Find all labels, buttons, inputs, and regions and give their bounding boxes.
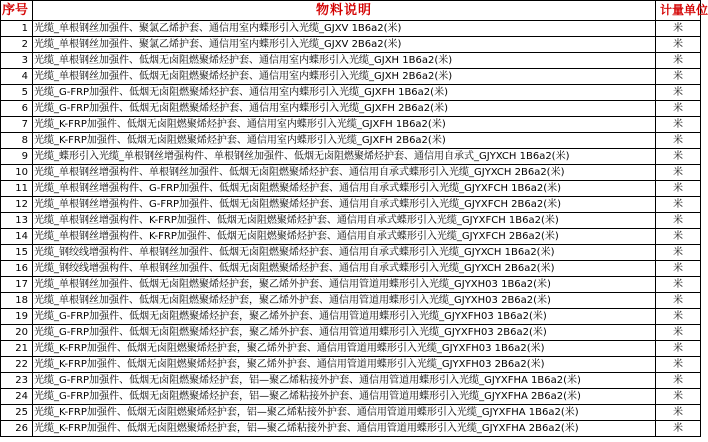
row-number-cell[interactable]: 6 [1, 101, 33, 117]
row-description-cell[interactable]: 光缆_K-FRP加强件、低烟无卤阻燃聚烯烃护套、通信用室内蝶形引入光缆_GJXFH 2B6a2(米) [33, 133, 656, 149]
row-description-cell[interactable]: 光缆_蝶形引入光缆_单根钢丝增强构件、单根钢丝加强件、低烟无卤阻燃聚烯烃护套、通信用自承式_GJYXCH 1B6a2(米) [33, 149, 656, 165]
row-number-cell[interactable]: 2 [1, 37, 33, 53]
row-unit-cell[interactable]: 米 [656, 293, 701, 309]
row-description-cell[interactable]: 光缆_G-FRP加强件、低烟无卤阻燃聚烯烃护套，铝—聚乙烯粘接外护套、通信用管道用蝶形引入光缆_GJYXFHA 1B6a2(米) [33, 373, 656, 389]
row-unit-cell[interactable]: 米 [656, 405, 701, 421]
header-unit[interactable]: 计量单位 [656, 1, 701, 21]
row-unit-cell[interactable]: 米 [656, 357, 701, 373]
table-row [1, 389, 701, 405]
row-unit-cell[interactable]: 米 [656, 101, 701, 117]
row-number-cell[interactable]: 14 [1, 229, 33, 245]
row-unit-cell[interactable]: 米 [656, 245, 701, 261]
table-row [1, 117, 701, 133]
table-row [1, 213, 701, 229]
row-description-cell[interactable]: 光缆_单根钢丝加强件、低烟无卤阻燃聚烯烃护套、通信用室内蝶形引入光缆_GJXH 1B6a2(米) [33, 53, 656, 69]
row-unit-cell[interactable]: 米 [656, 149, 701, 165]
table-row [1, 325, 701, 341]
header-description[interactable]: 物料说明 [33, 1, 656, 21]
table-row [1, 261, 701, 277]
row-number-cell[interactable]: 20 [1, 325, 33, 341]
row-unit-cell[interactable]: 米 [656, 85, 701, 101]
row-description-cell[interactable]: 光缆_K-FRP加强件、低烟无卤阻燃聚烯烃护套、通信用室内蝶形引入光缆_GJXFH 1B6a2(米) [33, 117, 656, 133]
table-row [1, 37, 701, 53]
row-number-cell[interactable]: 26 [1, 421, 33, 437]
row-unit-cell[interactable]: 米 [656, 21, 701, 37]
row-description-cell[interactable]: 光缆_单根钢丝加强件、低烟无卤阻燃聚烯烃护套，聚乙烯外护套、通信用管道用蝶形引入光缆_GJYXH03 2B6a2(米) [33, 293, 656, 309]
row-description-cell[interactable]: 光缆_K-FRP加强件、低烟无卤阻燃聚烯烃护套，聚乙烯外护套、通信用管道用蝶形引入光缆_GJYXFH03 2B6a2(米) [33, 357, 656, 373]
row-unit-cell[interactable]: 米 [656, 165, 701, 181]
row-number-cell[interactable]: 10 [1, 165, 33, 181]
row-description-cell[interactable]: 光缆_单根钢丝加强件、聚氯乙烯护套、通信用室内蝶形引入光缆_GJXV 2B6a2(米) [33, 37, 656, 53]
row-unit-cell[interactable]: 米 [656, 69, 701, 85]
row-description-cell[interactable]: 光缆_钢绞线增强构件、单根钢丝加强件、低烟无卤阻燃聚烯烃护套、通信用自承式蝶形引入光缆_GJYXCH 2B6a2(米) [33, 261, 656, 277]
row-number-cell[interactable]: 22 [1, 357, 33, 373]
table-row [1, 357, 701, 373]
row-number-cell[interactable]: 21 [1, 341, 33, 357]
row-unit-cell[interactable]: 米 [656, 197, 701, 213]
table-row [1, 373, 701, 389]
row-description-cell[interactable]: 光缆_单根钢丝增强构件、G-FRP加强件、低烟无卤阻燃聚烯烃护套、通信用自承式蝶形引入光缆_GJYXFCH 1B6a2(米) [33, 181, 656, 197]
row-description-cell[interactable]: 光缆_G-FRP加强件、低烟无卤阻燃聚烯烃护套，铝—聚乙烯粘接外护套、通信用管道用蝶形引入光缆_GJYXFHA 2B6a2(米) [33, 389, 656, 405]
table-row [1, 133, 701, 149]
row-number-cell[interactable]: 9 [1, 149, 33, 165]
row-description-cell[interactable]: 光缆_单根钢丝增强构件、K-FRP加强件、低烟无卤阻燃聚烯烃护套、通信用自承式蝶形引入光缆_GJYXFCH 2B6a2(米) [33, 229, 656, 245]
table-row [1, 309, 701, 325]
row-unit-cell[interactable]: 米 [656, 133, 701, 149]
header-no[interactable]: 序号 [1, 1, 33, 21]
row-number-cell[interactable]: 23 [1, 373, 33, 389]
row-description-cell[interactable]: 光缆_G-FRP加强件、低烟无卤阻燃聚烯烃护套，聚乙烯外护套、通信用管道用蝶形引入光缆_GJYXFH03 2B6a2(米) [33, 325, 656, 341]
row-description-cell[interactable]: 光缆_K-FRP加强件、低烟无卤阻燃聚烯烃护套，聚乙烯外护套、通信用管道用蝶形引入光缆_GJYXFH03 1B6a2(米) [33, 341, 656, 357]
row-number-cell[interactable]: 25 [1, 405, 33, 421]
row-number-cell[interactable]: 1 [1, 21, 33, 37]
row-description-cell[interactable]: 光缆_钢绞线增强构件、单根钢丝加强件、低烟无卤阻燃聚烯烃护套、通信用自承式蝶形引入光缆_GJYXCH 1B6a2(米) [33, 245, 656, 261]
row-unit-cell[interactable]: 米 [656, 309, 701, 325]
table-row [1, 421, 701, 437]
row-description-cell[interactable]: 光缆_K-FRP加强件、低烟无卤阻燃聚烯烃护套，铝—聚乙烯粘接外护套、通信用管道用蝶形引入光缆_GJYXFHA 1B6a2(米) [33, 405, 656, 421]
table-row [1, 149, 701, 165]
row-number-cell[interactable]: 18 [1, 293, 33, 309]
row-unit-cell[interactable]: 米 [656, 229, 701, 245]
row-number-cell[interactable]: 17 [1, 277, 33, 293]
table-row [1, 85, 701, 101]
row-number-cell[interactable]: 8 [1, 133, 33, 149]
row-unit-cell[interactable]: 米 [656, 117, 701, 133]
table-row [1, 21, 701, 37]
table-row [1, 53, 701, 69]
row-number-cell[interactable]: 12 [1, 197, 33, 213]
row-unit-cell[interactable]: 米 [656, 389, 701, 405]
row-description-cell[interactable]: 光缆_单根钢丝增强构件、K-FRP加强件、低烟无卤阻燃聚烯烃护套、通信用自承式蝶形引入光缆_GJYXFCH 1B6a2(米) [33, 213, 656, 229]
row-unit-cell[interactable]: 米 [656, 341, 701, 357]
table-row [1, 101, 701, 117]
row-description-cell[interactable]: 光缆_G-FRP加强件、低烟无卤阻燃聚烯烃护套，聚乙烯外护套、通信用管道用蝶形引入光缆_GJYXFH03 1B6a2(米) [33, 309, 656, 325]
row-description-cell[interactable]: 光缆_单根钢丝加强件、低烟无卤阻燃聚烯烃护套、通信用室内蝶形引入光缆_GJXH 2B6a2(米) [33, 69, 656, 85]
table-row [1, 165, 701, 181]
row-number-cell[interactable]: 4 [1, 69, 33, 85]
row-unit-cell[interactable]: 米 [656, 261, 701, 277]
table-row [1, 405, 701, 421]
row-number-cell[interactable]: 16 [1, 261, 33, 277]
row-description-cell[interactable]: 光缆_K-FRP加强件、低烟无卤阻燃聚烯烃护套，铝—聚乙烯粘接外护套、通信用管道用蝶形引入光缆_GJYXFHA 2B6a2(米) [33, 421, 656, 437]
row-unit-cell[interactable]: 米 [656, 53, 701, 69]
row-number-cell[interactable]: 3 [1, 53, 33, 69]
row-description-cell[interactable]: 光缆_单根钢丝加强件、聚氯乙烯护套、通信用室内蝶形引入光缆_GJXV 1B6a2(米) [33, 21, 656, 37]
row-unit-cell[interactable]: 米 [656, 213, 701, 229]
row-number-cell[interactable]: 11 [1, 181, 33, 197]
row-description-cell[interactable]: 光缆_G-FRP加强件、低烟无卤阻燃聚烯烃护套、通信用室内蝶形引入光缆_GJXFH 1B6a2(米) [33, 85, 656, 101]
row-unit-cell[interactable]: 米 [656, 373, 701, 389]
row-number-cell[interactable]: 15 [1, 245, 33, 261]
row-unit-cell[interactable]: 米 [656, 277, 701, 293]
table-row [1, 277, 701, 293]
table-row [1, 181, 701, 197]
table-row [1, 341, 701, 357]
row-unit-cell[interactable]: 米 [656, 37, 701, 53]
row-number-cell[interactable]: 13 [1, 213, 33, 229]
table-row [1, 293, 701, 309]
table-row [1, 197, 701, 213]
row-description-cell[interactable]: 光缆_单根钢丝加强件、低烟无卤阻燃聚烯烃护套，聚乙烯外护套、通信用管道用蝶形引入光缆_GJYXH03 1B6a2(米) [33, 277, 656, 293]
table-row [1, 245, 701, 261]
table-row [1, 69, 701, 85]
row-description-cell[interactable]: 光缆_单根钢丝增强构件、G-FRP加强件、低烟无卤阻燃聚烯烃护套、通信用自承式蝶形引入光缆_GJYXFCH 2B6a2(米) [33, 197, 656, 213]
row-description-cell[interactable]: 光缆_G-FRP加强件、低烟无卤阻燃聚烯烃护套、通信用室内蝶形引入光缆_GJXFH 2B6a2(米) [33, 101, 656, 117]
table-row [1, 229, 701, 245]
row-number-cell[interactable]: 24 [1, 389, 33, 405]
row-number-cell[interactable]: 7 [1, 117, 33, 133]
row-number-cell[interactable]: 19 [1, 309, 33, 325]
row-unit-cell[interactable]: 米 [656, 325, 701, 341]
row-unit-cell[interactable]: 米 [656, 181, 701, 197]
row-number-cell[interactable]: 5 [1, 85, 33, 101]
header-row [1, 1, 701, 21]
row-description-cell[interactable]: 光缆_单根钢丝增强构件、单根钢丝加强件、低烟无卤阻燃聚烯烃护套、通信用自承式蝶形引入光缆_GJYXCH 2B6a2(米) [33, 165, 656, 181]
row-unit-cell[interactable]: 米 [656, 421, 701, 437]
